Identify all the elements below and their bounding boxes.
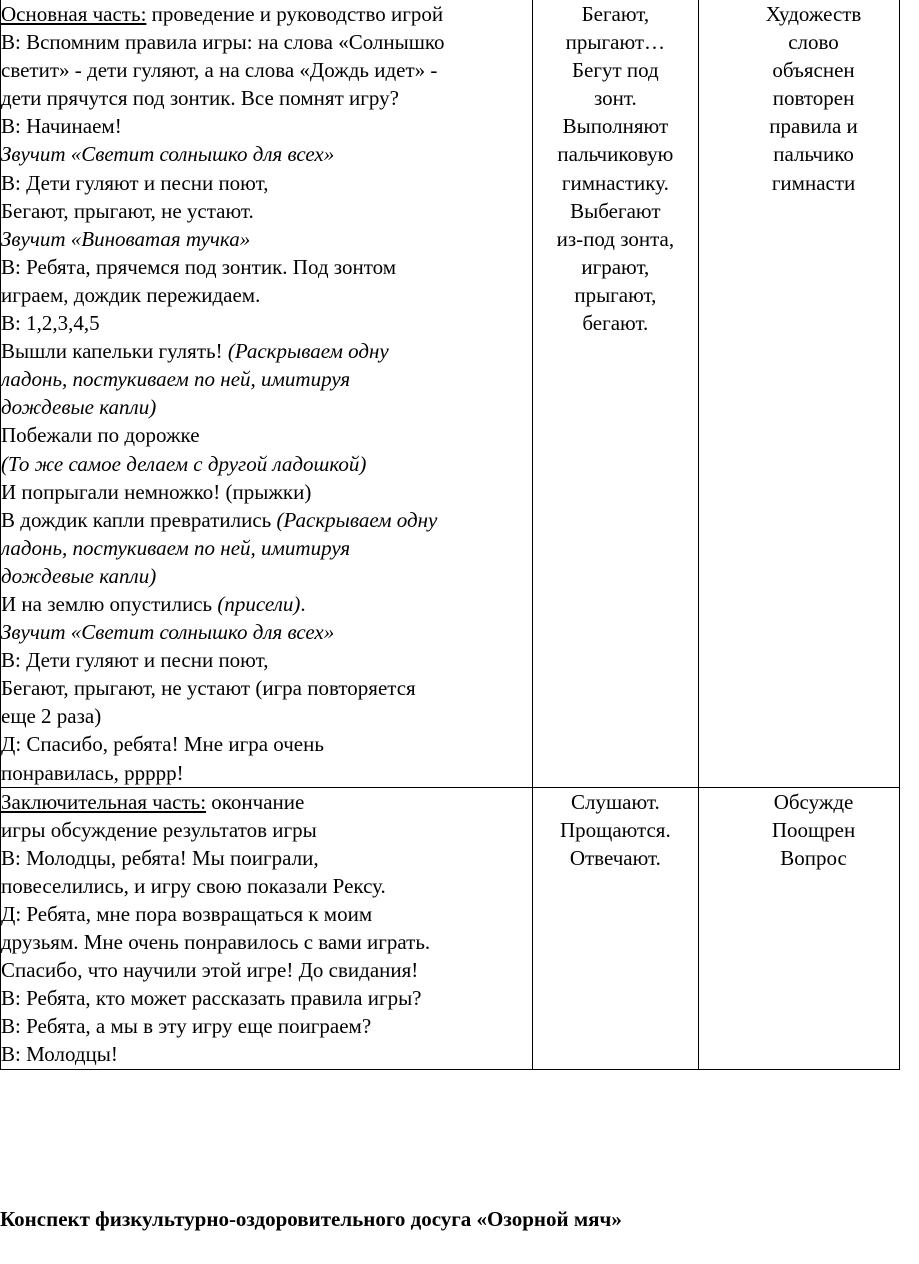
main-children-action: играют, — [581, 254, 650, 279]
document-heading: Конспект физкультурно-оздоровительного досуга «Озорной мяч» — [0, 1207, 622, 1231]
main-script-line-italic: ладонь, постукиваем по ней, имитируя — [1, 367, 351, 392]
final-script-line-text: Д: Ребята, мне пора возвращаться к моим — [1, 902, 373, 926]
main-script-line — [1, 0, 532, 28]
final-script-line-text: игры обсуждение результатов игры — [1, 817, 317, 842]
main-part-children-actions-cell — [533, 0, 698, 787]
main-script-line — [1, 365, 532, 393]
final-children-action: Слушают. — [570, 789, 660, 814]
main-script-line-italic: Звучит «Светит солнышко для всех» — [1, 620, 335, 645]
main-script-line-text: дети прячутся под зонтик. Все помнят игру? — [1, 86, 399, 111]
final-method: Поощрен — [771, 817, 856, 842]
main-method: гимнасти — [771, 170, 856, 195]
final-script-line — [1, 928, 532, 956]
final-script-line-text: В: Ребята, а мы в эту игру еще поиграем? — [1, 1014, 372, 1039]
final-script-line — [1, 816, 532, 844]
main-script-line — [1, 112, 532, 140]
main-script-line-text: Вышли капельки гулять! — [1, 339, 228, 364]
main-script-line — [1, 450, 532, 478]
final-part-methods-cell — [698, 787, 899, 1069]
final-method: Обсужде — [773, 789, 854, 814]
main-method: слово — [788, 30, 839, 55]
main-script-line — [1, 730, 532, 758]
main-script-line — [1, 478, 532, 506]
main-script-line-text: В: 1,2,3,4,5 — [1, 311, 100, 336]
main-script-line-text: В: Вспомним правила игры: на слова «Солнышко — [1, 30, 445, 55]
final-children-action: Отвечают. — [569, 845, 661, 870]
final-children-action: Прощаются. — [559, 817, 671, 842]
main-script-line-italic: (То же самое делаем с другой ладошкой) — [1, 451, 367, 476]
main-script-line — [1, 140, 532, 168]
final-script-line — [1, 956, 532, 984]
main-children-action: прыгают, — [574, 282, 657, 307]
final-script-section-label: Заключительная часть: — [1, 789, 207, 814]
main-script-line — [1, 534, 532, 562]
main-script-line-text: В: Ребята, прячемся под зонтик. Под зонтом — [1, 254, 396, 279]
main-script-line-text: В: Дети гуляют и песни поют, — [1, 648, 269, 673]
main-method: Художеств — [765, 2, 862, 26]
main-children-action: зонт. — [593, 86, 637, 111]
main-script-line-italic: Звучит «Виноватая тучка» — [1, 226, 251, 251]
main-script-line-italic: дождевые капли) — [1, 563, 157, 588]
final-script-line-text: друзьям. Мне очень понравилось с вами играть. — [1, 930, 431, 955]
main-script-line — [1, 253, 532, 281]
main-script-line-text: Побежали по дорожке — [1, 423, 200, 448]
final-script-line — [1, 788, 532, 816]
main-script-line-text: играем, дождик пережидаем. — [1, 282, 261, 307]
main-part-row — [1, 0, 900, 787]
main-script-line — [1, 759, 532, 787]
main-children-action: пальчиковую — [557, 142, 674, 167]
main-script-line — [1, 646, 532, 674]
final-script-line — [1, 844, 532, 872]
main-script-line — [1, 590, 532, 618]
main-method: повторен — [772, 86, 855, 111]
main-script-line-text: В: Начинаем! — [1, 114, 122, 139]
final-script-line — [1, 1012, 532, 1040]
final-script-line-text: Спасибо, что научили этой игре! До свидания! — [1, 958, 419, 983]
main-script-line-italic: дождевые капли) — [1, 395, 157, 420]
main-method: пальчико — [773, 142, 854, 167]
main-script-line-italic: ладонь, постукиваем по ней, имитируя — [1, 535, 351, 560]
main-children-action: из-под зонта, — [556, 226, 675, 251]
main-script-line-text: И попрыгали немножко! (прыжки) — [1, 479, 312, 504]
final-part-children-actions-cell — [533, 787, 698, 1069]
main-script-line-text: В: Дети гуляют и песни поют, — [1, 170, 269, 195]
main-children-action: бегают. — [582, 311, 649, 336]
main-script-line-italic: (присели) — [217, 591, 301, 616]
main-part-script-cell — [1, 0, 533, 787]
main-script-line-text: еще 2 раза) — [1, 704, 102, 729]
main-script-line — [1, 393, 532, 421]
final-script-line — [1, 900, 532, 928]
main-script-line — [1, 506, 532, 534]
final-script-line-text: В: Молодцы, ребята! Мы поиграли, — [1, 845, 319, 870]
main-children-action: гимнастику. — [561, 170, 669, 195]
final-script-line-text: В: Ребята, кто может рассказать правила игры? — [1, 986, 422, 1011]
main-script-section-label: Основная часть: — [1, 2, 147, 26]
main-script-line-text: Бегают, прыгают, не устают. — [1, 198, 254, 223]
final-script-line — [1, 872, 532, 900]
main-children-action: Выбегают — [570, 198, 661, 223]
main-script-line-text: понравилась, ррррр! — [1, 760, 184, 785]
main-script-line-text: светит» - дети гуляют, а на слова «Дождь идет» - — [1, 58, 438, 83]
main-script-line — [1, 421, 532, 449]
main-children-action: Выполняют — [562, 114, 669, 139]
main-script-line — [1, 281, 532, 309]
final-part-row — [1, 787, 900, 1069]
main-children-action: Бегут под — [571, 58, 659, 83]
main-script-line-text: И на землю опустились — [1, 591, 218, 616]
main-method: правила и — [769, 114, 858, 139]
main-children-action: Бегают, — [581, 2, 650, 26]
main-script-line-text: . — [300, 591, 306, 616]
main-script-line-italic: (Раскрываем одну — [276, 507, 438, 532]
main-script-line-text: В дождик капли превратились — [1, 507, 277, 532]
final-script-line — [1, 984, 532, 1012]
main-script-line — [1, 309, 532, 337]
main-script-line — [1, 84, 532, 112]
main-script-line-text: проведение и руководство игрой — [146, 2, 444, 26]
main-children-action: прыгают… — [565, 30, 666, 55]
final-method: Вопрос — [780, 845, 847, 870]
main-script-line — [1, 618, 532, 646]
main-script-line — [1, 169, 532, 197]
main-script-line — [1, 702, 532, 730]
final-script-line-text: окончание — [206, 789, 305, 814]
main-part-methods-cell — [698, 0, 899, 787]
main-script-line-text: Бегают, прыгают, не устают (игра повторяется — [1, 676, 416, 701]
main-script-line — [1, 197, 532, 225]
main-script-line — [1, 562, 532, 590]
final-script-line-text: В: Молодцы! — [1, 1042, 118, 1067]
main-script-line-text: Д: Спасибо, ребята! Мне игра очень — [1, 732, 324, 757]
final-script-line-text: повеселились, и игру свою показали Рексу. — [1, 873, 386, 898]
main-script-line — [1, 674, 532, 702]
main-script-line — [1, 28, 532, 56]
main-script-line — [1, 56, 532, 84]
main-script-line-italic: Звучит «Светит солнышко для всех» — [1, 142, 335, 167]
main-script-line-italic: (Раскрываем одну — [227, 339, 389, 364]
main-method: объяснен — [772, 58, 855, 83]
final-script-line — [1, 1040, 532, 1068]
main-script-line — [1, 225, 532, 253]
main-script-line — [1, 337, 532, 365]
final-part-script-cell — [1, 787, 533, 1069]
